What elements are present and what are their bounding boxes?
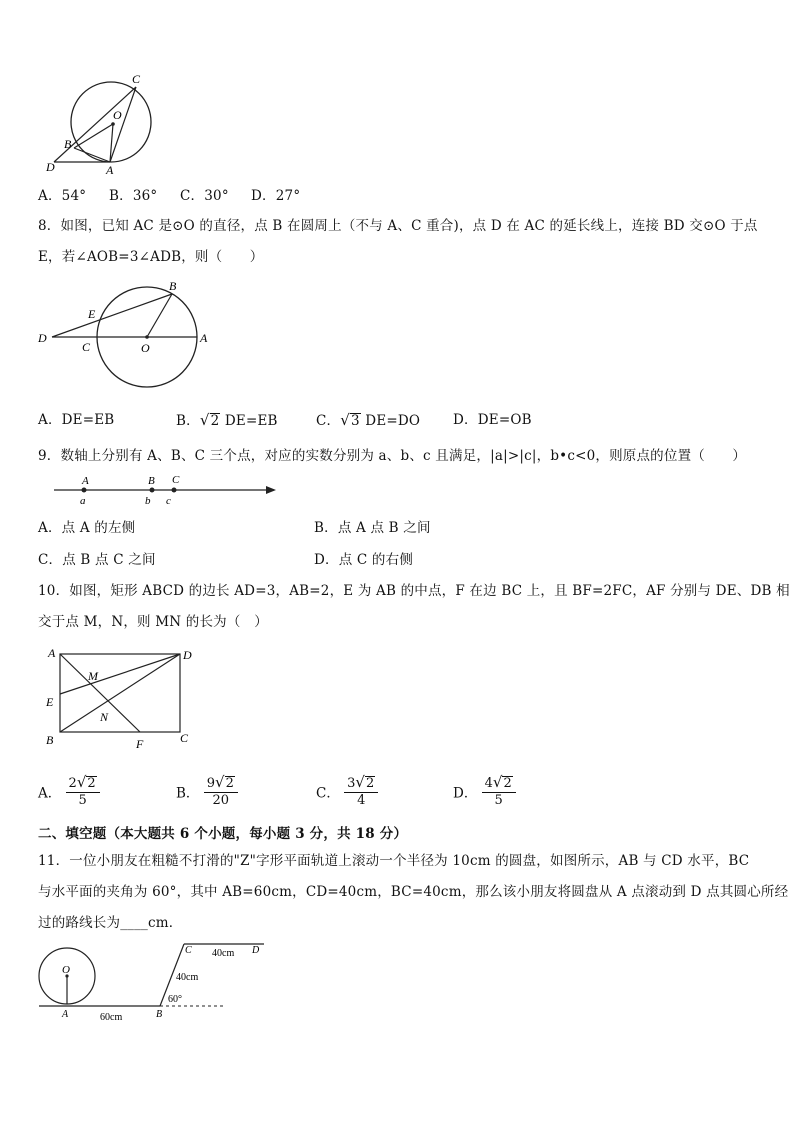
q10-label-b: B	[46, 733, 54, 747]
q8-option-c-radicand: 3	[351, 413, 360, 429]
q7-option-a: A．54°	[38, 188, 87, 204]
q9-option-d: D．点 C 的右侧	[314, 552, 414, 568]
q9-label-a: a	[80, 495, 86, 507]
q10-label-d: D	[183, 648, 192, 662]
q7-center-dot	[111, 122, 115, 126]
q10-option-b: B． $\frac{9√2}{20}$	[176, 774, 238, 809]
q7-label-d: D	[46, 160, 55, 174]
q8-label-c: C	[82, 340, 91, 354]
q9-point-c	[172, 488, 177, 493]
q9-number-line	[52, 472, 282, 508]
q9-option-c: C．点 B 点 C 之间	[38, 552, 156, 568]
q7-label-a: A	[106, 163, 114, 177]
q8-figure	[34, 278, 214, 390]
q8-option-c: C．√3 DE=DO	[316, 411, 421, 429]
q8-option-b: B．√2 DE=EB	[176, 411, 278, 429]
q9-label-B: B	[148, 475, 155, 487]
q8-stem-line2: E，若∠AOB=3∠ADB，则（ ）	[38, 249, 264, 265]
q11-label-angle: 60°	[168, 994, 182, 1005]
q10-line-db	[60, 654, 180, 732]
q9-label-A: A	[82, 475, 89, 487]
q8-option-d: D．DE=OB	[453, 412, 532, 428]
q7-line-ba	[74, 148, 110, 162]
q8-option-b-radicand: 2	[210, 413, 220, 429]
q9-point-b	[150, 488, 155, 493]
q8-label-b: B	[169, 279, 177, 293]
q10-label-c: C	[180, 731, 189, 745]
q8-center-dot	[145, 335, 149, 339]
q7-option-b: B．36°	[109, 188, 158, 204]
q11-label-b: B	[156, 1009, 163, 1020]
q8-label-e: E	[88, 307, 96, 321]
q8-line-ob	[147, 294, 172, 337]
q7-label-b: B	[64, 137, 72, 151]
q9-point-a	[82, 488, 87, 493]
q11-label-o: O	[62, 964, 70, 976]
q10-option-a: A． $\frac{2√2}{5}$	[38, 774, 100, 809]
q11-stem-line3: 过的路线长为____cm．	[38, 915, 183, 931]
q9-stem: 9．数轴上分别有 A、B、C 三个点，对应的实数分别为 a、b、c 且满足，|a|>|c|，b•c<0，则原点的位置（ ）	[38, 448, 747, 464]
q7-option-d: D．27°	[251, 188, 301, 204]
q9-option-b: B．点 A 点 B 之间	[314, 520, 431, 536]
q11-stem-line2: 与水平面的夹角为 60°，其中 AB=60cm，CD=40cm，BC=40cm，那么该小朋友将圆盘从 A 点滚动到 D 点其圆心所经	[38, 884, 789, 900]
q11-stem-line1: 11．一位小朋友在粗糙不打滑的"Z"字形平面轨道上滚动一个半径为 10cm 的圆盘，如图所示，AB 与 CD 水平，BC	[38, 853, 750, 869]
q9-label-c: c	[166, 495, 171, 507]
q7-option-c: C．30°	[180, 188, 229, 204]
q9-label-C: C	[172, 474, 180, 486]
q8-stem-line1: 8．如图，已知 AC 是⊙O 的直径，点 B 在圆周上（不与 A、C 重合)，点 D 在 AC 的延长线上，连接 BD 交⊙O 于点	[38, 218, 758, 234]
q7-label-c: C	[132, 72, 141, 86]
q9-label-b: b	[145, 495, 151, 507]
q9-option-a: A．点 A 的左侧	[38, 520, 136, 536]
q11-label-a: A	[62, 1009, 69, 1020]
q11-figure	[34, 940, 274, 1024]
q10-label-f: F	[136, 737, 144, 751]
q11-label-bc: 40cm	[176, 972, 199, 983]
q10-line-de	[60, 654, 180, 694]
q10-option-d: D． $\frac{4√2}{5}$	[453, 774, 516, 809]
q8-label-o: O	[141, 341, 150, 355]
section-heading: 二、填空题（本大题共 6 个小题，每小题 3 分，共 18 分）	[38, 826, 408, 842]
q10-figure	[40, 644, 200, 754]
q10-label-m: M	[88, 669, 98, 683]
q10-label-e: E	[46, 695, 54, 709]
q11-label-ab: 60cm	[100, 1012, 123, 1023]
q8-option-a: A．DE=EB	[38, 412, 115, 428]
q9-axis-arrow	[266, 486, 276, 494]
q10-stem-line2: 交于点 M，N，则 MN 的长为（ ）	[38, 614, 268, 630]
q8-label-a: A	[200, 331, 208, 345]
q7-figure	[40, 72, 160, 180]
q10-label-a: A	[48, 646, 56, 660]
q10-label-n: N	[100, 710, 109, 724]
q11-label-c: C	[185, 945, 192, 956]
q11-label-d: D	[252, 945, 260, 956]
q7-line-bo	[74, 124, 113, 148]
q11-label-cd: 40cm	[212, 948, 235, 959]
q8-label-d: D	[38, 331, 47, 345]
q10-option-c: C． $\frac{3√2}{4}$	[316, 774, 378, 809]
q10-stem-line1: 10．如图，矩形 ABCD 的边长 AD=3，AB=2，E 为 AB 的中点，F 在边 BC 上，且 BF=2FC，AF 分别与 DE、DB 相	[38, 583, 790, 599]
q7-label-o: O	[113, 108, 122, 122]
